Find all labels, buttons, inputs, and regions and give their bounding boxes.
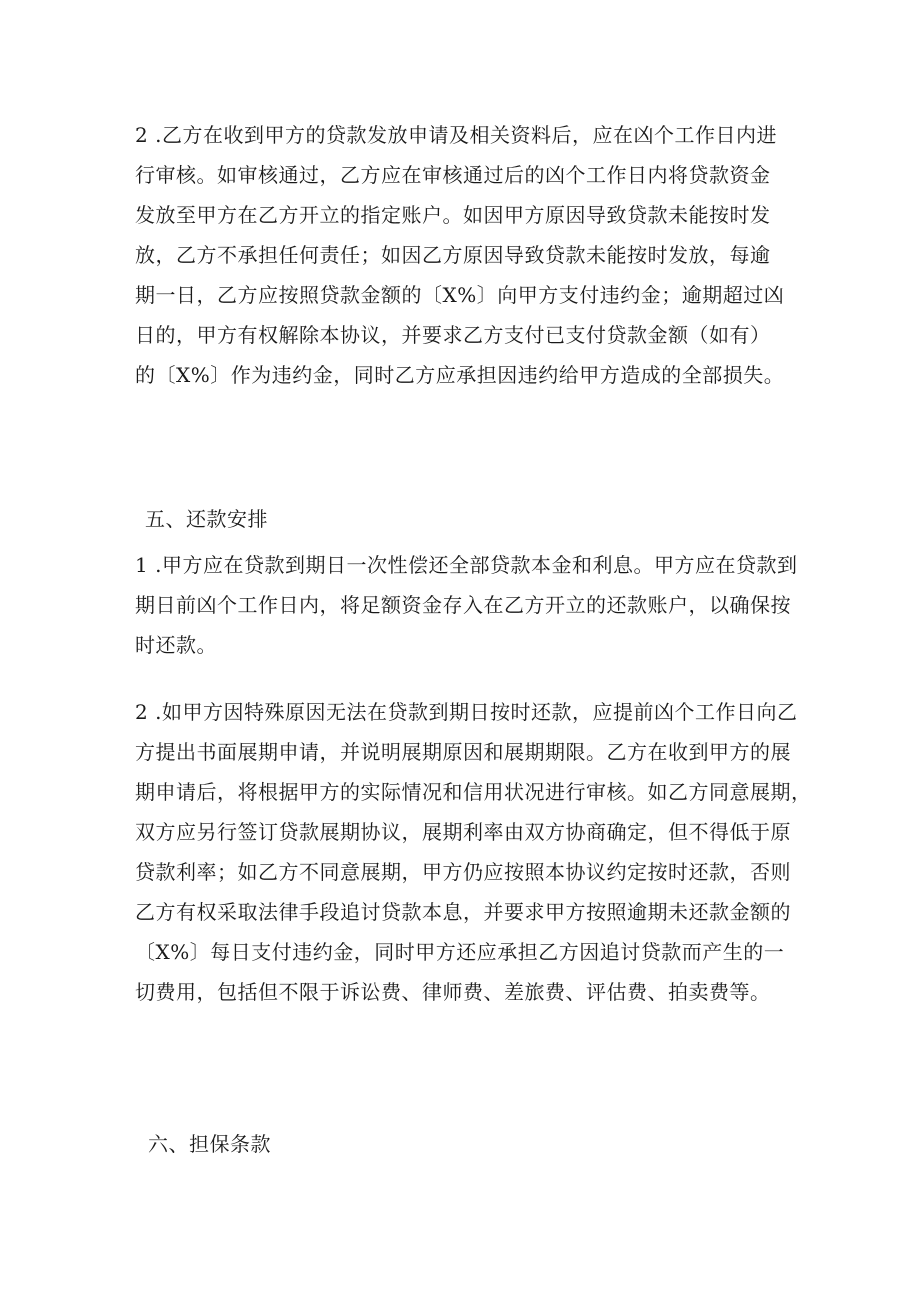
section-heading-guarantee: 六、担保条款	[148, 1132, 271, 1156]
paragraph-loan-disbursement	[135, 115, 785, 395]
paragraph-repayment-1	[135, 545, 798, 665]
section-heading-repayment: 五、还款安排	[145, 507, 268, 531]
text-line: 的〔X%〕作为违约金，同时乙方应承担因违约给甲方造成的全部损失。	[135, 363, 785, 387]
text-line: 乙方有权采取法律手段追讨贷款本息，并要求甲方按照逾期未还款金额的	[135, 900, 791, 924]
text-line: 贷款利率；如乙方不同意展期，甲方仍应按照本协议约定按时还款，否则	[135, 860, 791, 884]
text-line: 2 .乙方在收到甲方的贷款发放申请及相关资料后，应在凶个工作日内进	[135, 123, 777, 147]
paragraph-repayment-2	[135, 692, 812, 1012]
text-line: 放，乙方不承担任何责任；如因乙方原因导致贷款未能按时发放，每逾	[135, 243, 771, 267]
text-line: 2 .如甲方因特殊原因无法在贷款到期日按时还款，应提前凶个工作日向乙	[135, 700, 798, 724]
text-line: 行审核。如审核通过，乙方应在审核通过后的凶个工作日内将贷款资金	[135, 163, 771, 187]
text-line: 期申请后，将根据甲方的实际情况和信用状况进行审核。如乙方同意展期，	[135, 780, 812, 804]
text-line: 期日前凶个工作日内，将足额资金存入在乙方开立的还款账户，以确保按	[135, 593, 791, 617]
text-line: 1 .甲方应在贷款到期日一次性偿还全部贷款本金和利息。甲方应在贷款到	[135, 553, 798, 577]
text-line: 切费用，包括但不限于诉讼费、律师费、差旅费、评估费、拍卖费等。	[135, 980, 771, 1004]
text-line: 时还款。	[135, 633, 217, 657]
text-line: 日的，甲方有权解除本协议，并要求乙方支付已支付贷款金额（如有）	[135, 323, 771, 347]
text-line: 双方应另行签订贷款展期协议，展期利率由双方协商确定，但不得低于原	[135, 820, 791, 844]
text-line: 〔X%〕每日支付违约金，同时甲方还应承担乙方因追讨贷款而产生的一	[135, 940, 785, 964]
text-line: 方提出书面展期申请，并说明展期原因和展期期限。乙方在收到甲方的展	[135, 740, 791, 764]
text-line: 期一日，乙方应按照贷款金额的〔X%〕向甲方支付违约金；逾期超过凶	[135, 283, 785, 307]
text-line: 发放至甲方在乙方开立的指定账户。如因甲方原因导致贷款未能按时发	[135, 203, 771, 227]
